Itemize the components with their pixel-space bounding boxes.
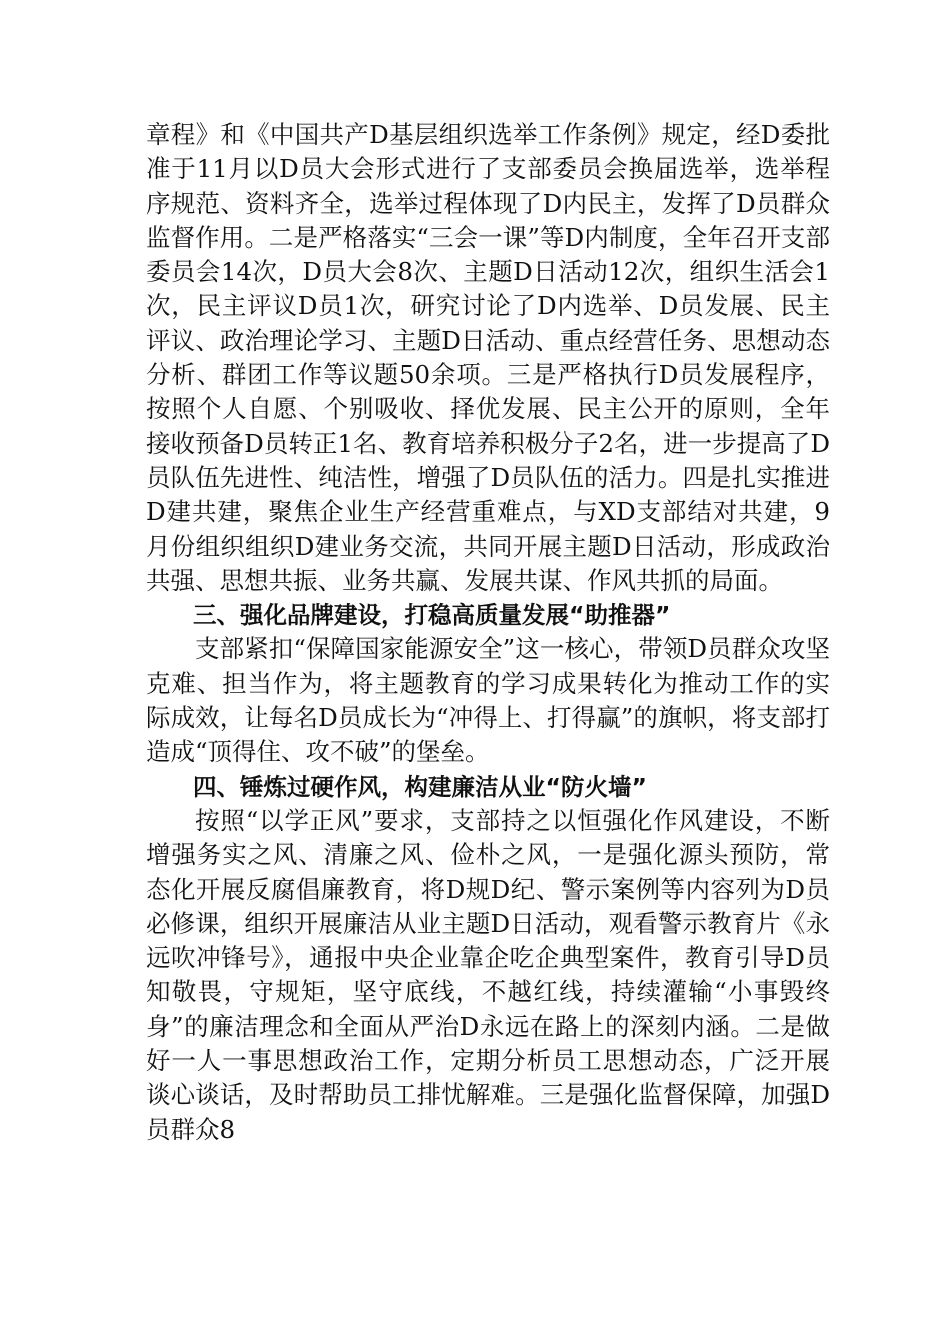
body-paragraph-continuation: 章程》和《中国共产D基层组织选举工作条例》规定，经D委批准于11月以D员大会形式进行了支部委员会换届选举，选举程序规范、资料齐全，选举过程体现了D内民主，发挥了D员群众监督作用。二是严格落实“三会一课”等D内制度，全年召开支部委员会14次，D员大会8次、主题D日活动12次，组织生活会1次，民主评议D员1次，研究讨论了D内选举、D员发展、民主评议、政治理论学习、主题D日活动、重点经营任务、思想动态分析、群团工作等议题50余项。三是严格执行D员发展程序，按照个人自愿、个别吸收、择优发展、民主公开的原则，全年接收预备D员转正1名、教育培养积极分子2名，进一步提高了D员队伍先进性、纯洁性，增强了D员队伍的活力。四是扎实推进D建共建，聚焦企业生产经营重难点，与XD支部结对共建，9月份组织组织D建业务交流，共同开展主题D日活动，形成政治共强、思想共振、业务共赢、发展共谋、作风共抓的局面。 [146,120,830,595]
body-paragraph-section-four: 按照“以学正风”要求，支部持之以恒强化作风建设，不断增强务实之风、清廉之风、俭朴之风，一是强化源头预防，常态化开展反腐倡廉教育，将D规D纪、警示案例等内容列为D员必修课，组织开展廉洁从业主题D日活动，观看警示教育片《永远吹冲锋号》，通报中央企业靠企吃企典型案件，教育引导D员知敬畏，守规矩，坚守底线，不越红线，持续灌输“小事毁终身”的廉洁理念和全面从严治D永远在路上的深刻内涵。二是做好一人一事思想政治工作，定期分析员工思想动态，广泛开展谈心谈话，及时帮助员工排忧解难。三是强化监督保障，加强D员群众8 [146,805,830,1144]
document-body [146,118,830,1147]
body-paragraph-section-three: 支部紧扣“保障国家能源安全”这一核心，带领D员群众攻坚克难、担当作为，将主题教育的学习成果转化为推动工作的实际成效，让每名D员成长为“冲得上、打得赢”的旗帜，将支部打造成“顶得住、攻不破”的堡垒。 [146,634,830,767]
section-heading-four: 四、锤炼过硬作风，构建廉洁从业“防火墙” [193,772,647,801]
section-heading-three: 三、强化品牌建设，打稳高质量发展“助推器” [193,601,671,630]
